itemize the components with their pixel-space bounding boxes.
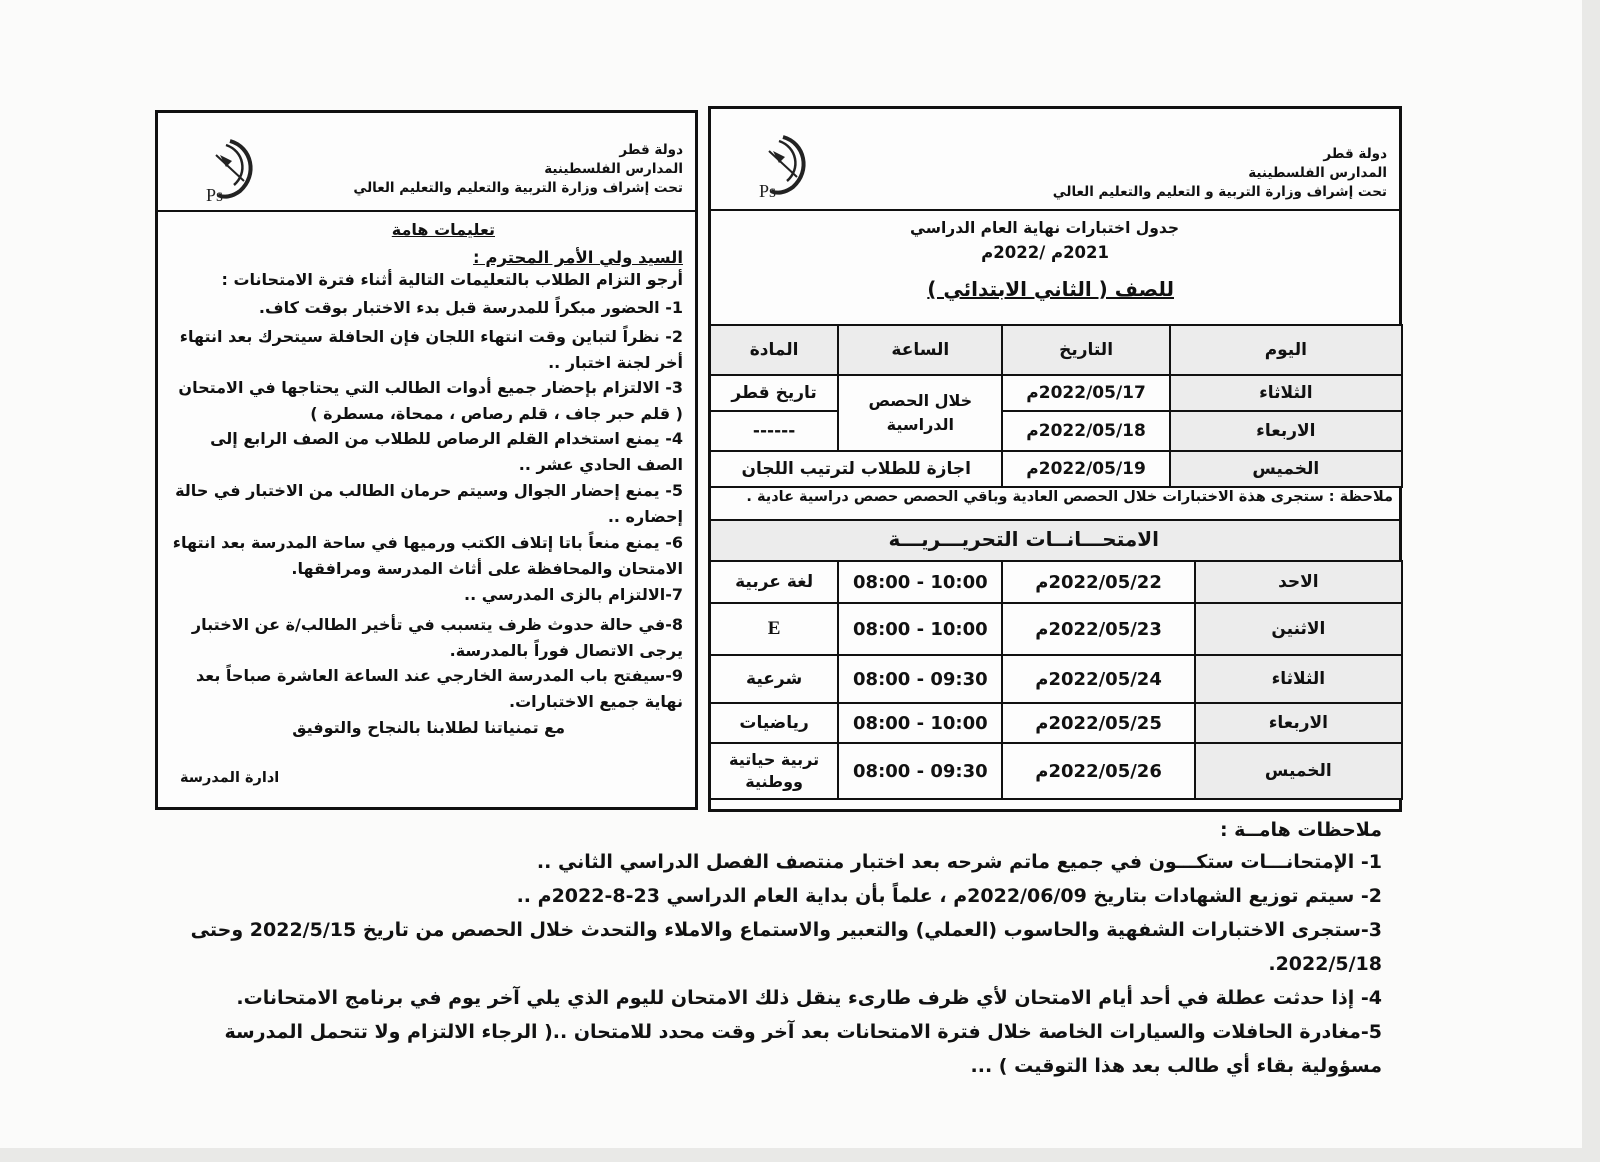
table-cell-day: الاربعاء [1195,703,1402,743]
instruction-item: 4- يمنع استخدام القلم الرصاص للطلاب من الصف الرابع إلى الصف الحادي عشر .. [210,429,683,474]
divider [158,210,695,212]
table-cell-subject: E [710,603,838,655]
instructions-panel [155,110,698,810]
table-cell-time: 08:00 - 10:00 [838,561,1002,603]
table-cell-date: 2022/05/17م [1002,375,1169,411]
table-cell-subject: تاريخ قطر [710,375,838,411]
schedule-panel [708,106,1402,812]
note-item: 3-ستجرى الاختبارات الشفهية والحاسوب (العملي) والتعبير والاستماع والاملاء والتحدث خلال الحصص من تاريخ 2022/5/15 وحتى 2022/5/18. [190,919,1382,975]
written-exams-table [709,560,1403,800]
note-item: 2- سيتم توزيع الشهادات بتاريخ 2022/06/09م ، علماً بأن بداية العام الدراسي 23-8-2022م .. [516,885,1382,907]
table-cell-subject: رياضيات [710,703,838,743]
instruction-item: 7-الالتزام بالزى المدرسي .. [464,585,683,604]
note-item: 4- إذا حدثت عطلة في أحد أيام الامتحان لأي ظرف طارىء ينقل ذلك الامتحان لليوم الذي يلي آخر يوم في برنامج الامتحانات. [236,987,1382,1009]
table-cell-time: 08:00 - 09:30 [838,655,1002,703]
table-cell-subject: شرعية [710,655,838,703]
instruction-item: 8-في حالة حدوث ظرف يتسبب في تأخير الطالب/ة عن الاختبار يرجى الاتصال فوراً بالمدرسة. [191,615,683,660]
instructions-title: تعليمات هامة [391,220,495,239]
notes-title: ملاحظات هامــة : [1219,819,1382,841]
divider [711,209,1399,211]
table-cell-date: 2022/05/19م [1002,451,1169,487]
table-cell-day: الثلاثاء [1170,375,1402,411]
table-cell-subject: ------ [710,411,838,451]
header-date: التاريخ [1002,325,1169,375]
table-cell-time: 08:00 - 10:00 [838,603,1002,655]
header-country: دولة قطر [1323,146,1387,162]
svg-text:Ps: Ps [206,185,224,205]
table-cell-day: الاحد [1195,561,1402,603]
signature: ادارة المدرسة [180,770,280,786]
instruction-item: 2- نظراً لتباين وقت انتهاء اللجان فإن الحافلة سيتحرك بعد انتهاء أخر لجنة اختبار .. [179,327,683,372]
header-country: دولة قطر [619,142,683,158]
instruction-item: 5- يمنع إحضار الجوال وسيتم حرمان الطالب من الاختبار في حالة إحضاره .. [175,481,683,526]
table-cell-date: 2022/05/25م [1002,703,1194,743]
table-cell-subject: لغة عربية [710,561,838,603]
table-cell-date: 2022/05/22م [1002,561,1194,603]
table-cell-date: 2022/05/23م [1002,603,1194,655]
table-cell-date: 2022/05/26م [1002,743,1194,799]
instruction-item: 3- الالتزام بإحضار جميع أدوات الطالب التي يحتاجها في الامتحان ( قلم حبر جاف ، قلم رصاص ، ممحاة، مسطرة ) [178,378,683,423]
written-exams-title: الامتحـــانــات التحريـــريـــة [888,527,1159,551]
table-cell-date: 2022/05/18م [1002,411,1169,451]
table-cell-time: خلال الحصص الدراسية [838,375,1002,451]
table-cell-day: الخميس [1195,743,1402,799]
intro-text: أرجو التزام الطلاب بالتعليمات التالية أثناء فترة الامتحانات : [221,270,683,289]
schedule-title: جدول اختبارات نهاية العام الدراسي [910,219,1179,237]
academic-year: 2021م /2022م [981,243,1109,262]
table-cell-day: الثلاثاء [1195,655,1402,703]
table-cell-day: الاربعاء [1170,411,1402,451]
header-supervision: تحت إشراف وزارة التربية والتعليم والتعليم العالي [353,180,683,196]
schedule-note: ملاحظة : ستجرى هذة الاختبارات خلال الحصص العادية وباقي الحصص حصص دراسية عادية . [746,489,1393,505]
table-cell-day: الخميس [1170,451,1402,487]
header-school: المدارس الفلسطينية [1248,165,1387,181]
school-logo-icon [739,131,819,203]
note-item: 1- الإمتحانـــات ستكـــون في جميع ماتم شرحه بعد اختبار منتصف الفصل الدراسي الثاني .. [536,851,1382,873]
grade-title: للصف ( الثاني الابتدائي ) [927,277,1174,301]
oral-exams-table [709,324,1403,488]
important-notes [182,815,1382,1083]
header-supervision: تحت إشراف وزارة التربية و التعليم والتعليم العالي [1052,184,1387,200]
school-logo-icon [186,135,266,207]
instruction-item: 1- الحضور مبكراً للمدرسة قبل بدء الاختبار بوقت كاف. [258,298,683,317]
written-exams-banner [711,519,1399,562]
header-day: اليوم [1170,325,1402,375]
table-cell-merged: اجازة للطلاب لترتيب اللجان [710,451,1002,487]
instruction-item: 9-سيفتح باب المدرسة الخارجي عند الساعة العاشرة صباحاً بعد نهاية جميع الاختبارات. [196,666,683,711]
svg-text:Ps: Ps [759,181,777,201]
header-time: الساعة [838,325,1002,375]
header-school: المدارس الفلسطينية [544,161,683,177]
table-cell-date: 2022/05/24م [1002,655,1194,703]
table-cell-subject: تربية حياتية ووطنية [710,743,838,799]
greeting: السيد ولي الأمر المحترم : [473,248,683,267]
table-cell-time: 08:00 - 09:30 [838,743,1002,799]
instruction-item: 6- يمنع منعاً باتا إتلاف الكتب ورميها في ساحة المدرسة بعد انتهاء الامتحان والمحافظة على أثاث المدرسة ومرافقها. [172,533,683,578]
note-item: 5-مغادرة الحافلات والسيارات الخاصة خلال فترة الامتحانات بعد آخر وقت محدد للامتحان ..( الرجاء الالتزام ولا تتحمل المدرسة مسؤولية بقاء أي طالب بعد هذا التوقيت ) ... [224,1021,1382,1077]
table-cell-time: 08:00 - 10:00 [838,703,1002,743]
closing-text: مع تمنياتنا لطلابنا بالنجاح والتوفيق [292,718,565,737]
table-cell-day: الاثنين [1195,603,1402,655]
header-subject: المادة [710,325,838,375]
